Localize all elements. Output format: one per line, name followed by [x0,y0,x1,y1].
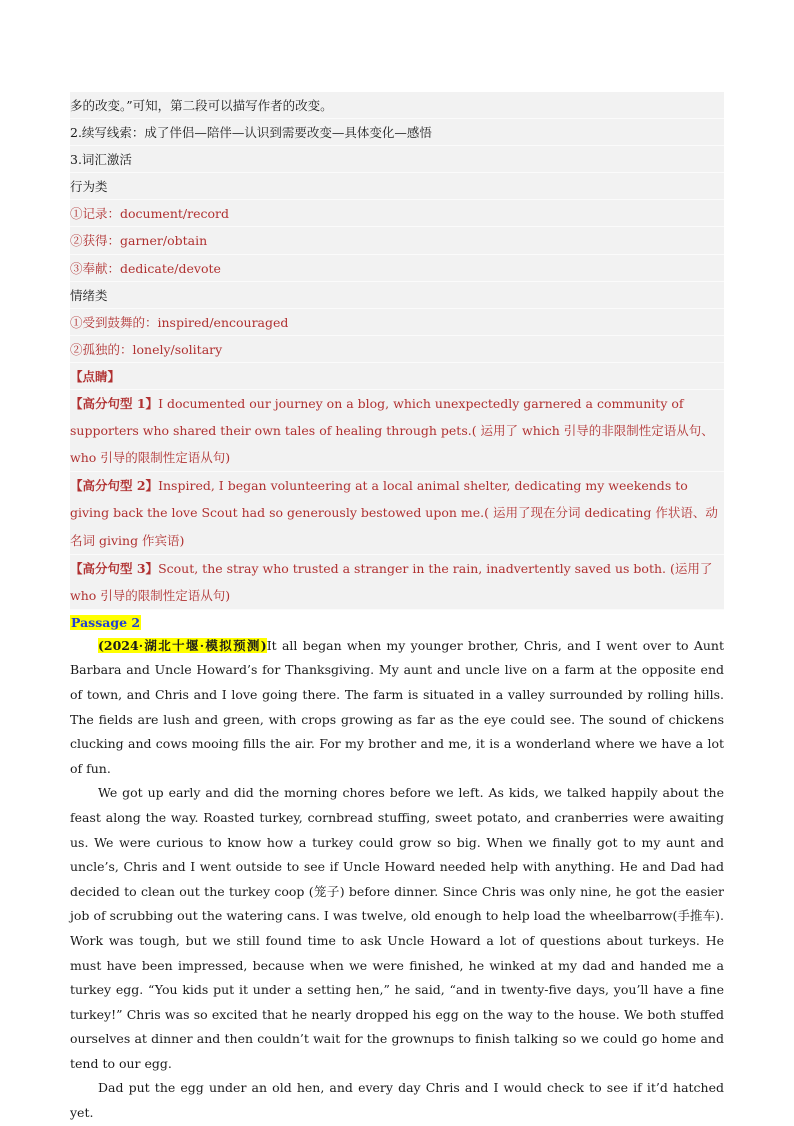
passage-paragraph-3: Dad put the egg under an old hen, and every day Chris and I would check to see if it’d hatched yet. [70,1080,724,1121]
sentence-pattern-3 [70,555,724,610]
writing-clues: 2.续写线索：成了伴侣—陪伴—认识到需要改变—具体变化—感悟 [70,119,724,146]
text-line: 多的改变。”可知，第二段可以描写作者的改变。 [70,92,724,119]
sentence-label: 【高分句型 2】 [70,478,159,494]
vocab-item: ①记录：document/record [70,200,724,227]
passage-paragraph-2: We got up early and did the morning chores before we left. As kids, we talked happily about the feast along the way. Roasted turkey, cornbread stuffing, sweet potato, and cranberries were awaiting us. We were curious to know how a turkey could grow so big. When we finally got to my aunt and uncle’s, Chris and I went outside to see if Uncle Howard needed help with anything. He and Dad had decided to clean out the turkey coop (笼子) before dinner. Since Chris was only nine, he got the easier job of scrubbing out the watering cans. I was twelve, old enough to help load the wheelbarrow(手推车). Work was tough, but we still found time to ask Uncle Howard a lot of questions about turkeys. He must have been impressed, because when we were finished, he winked at my dad and handed me a turkey egg. “You kids put it under a setting hen,” he said, “and in twenty-five days, you’ll have a fine turkey!” Chris was so excited that he nearly dropped his egg on the way to the house. We both stuffed ourselves at dinner and then couldn’t wait for the grownups to finish talking so we could go home and tend to our egg. [70,785,724,1071]
passage-paragraph-1: (2024·湖北十堰·模拟预测)It all began when my younger brother, Chris, and I went over to Aunt Barbara and Uncle Howard’s for Thanksgiving. My aunt and uncle live on a farm at the opposite end of town, and Chris and I love going there. The farm is situated in a valley surrounded by rolling hills. The fields are lush and green, with crops growing as far as the eye could see. The sound of chickens clucking and cows mooing fills the air. For my brother and me, it is a wonderland where we have a lot of fun. [70,637,724,776]
category-emotion: 情绪类 [70,282,724,309]
sentence-label: 【高分句型 1】 [70,396,159,412]
document-page [70,92,724,1126]
vocab-item: ②孤独的：lonely/solitary [70,336,724,363]
sentence-pattern-2 [70,472,724,554]
passage-title: Passage 2 [71,614,141,630]
vocab-heading: 3.词汇激活 [70,146,724,173]
vocab-item: ①受到鼓舞的：inspired/encouraged [70,309,724,336]
source-tag: (2024·湖北十堰·模拟预测) [98,637,267,653]
vocab-item: ③奉献：dedicate/devote [70,255,724,282]
sentence-text: I documented our journey on a blog, which unexpectedly garnered a community of supporters who shared their own tales of healing through pets.( 运用了 which 引导的非限制性定语从句、who 引导的限制性定语从句) [70,396,714,466]
sentence-text: Scout, the stray who trusted a stranger in the rain, inadvertently saved us both. (运用了 who 引导的限制性定语从句) [70,560,713,603]
sentence-pattern-1 [70,390,724,472]
answer-block [70,92,724,610]
sentence-label: 【高分句型 3】 [70,560,159,576]
sentence-text: Inspired, I began volunteering at a local animal shelter, dedicating my weekends to giving back the love Scout had so generously bestowed upon me.( 运用了现在分词 dedicating 作状语、动名词 giving 作宾语) [70,478,718,548]
category-action: 行为类 [70,173,724,200]
highlight-heading: 【点睛】 [70,363,724,390]
vocab-item: ②获得：garner/obtain [70,227,724,254]
